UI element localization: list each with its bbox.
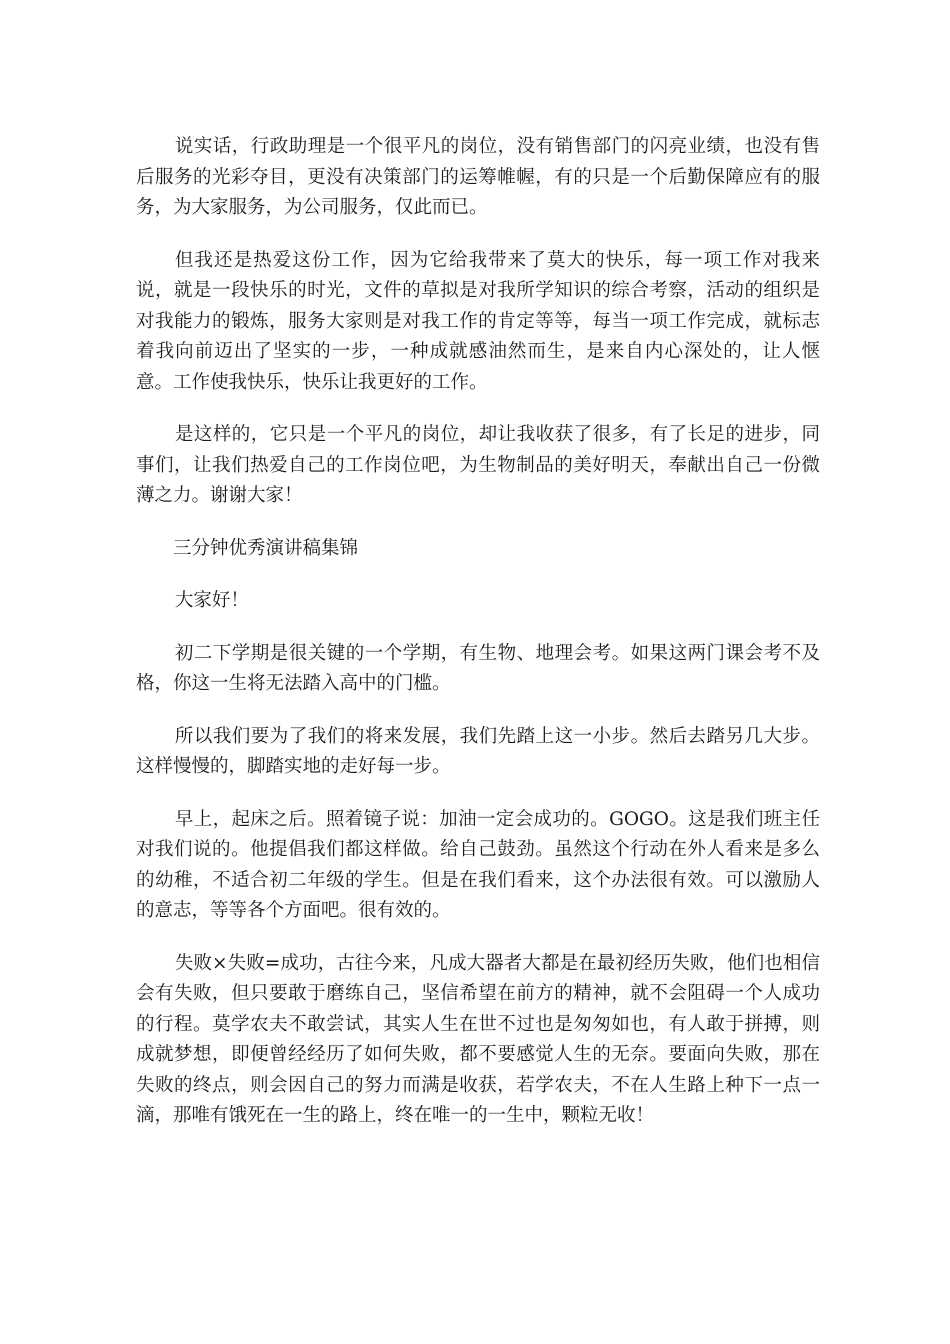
paragraph-key-semester: 初二下学期是很关键的一个学期，有生物、地理会考。如果这两门课会考不及格，你这一生将无法踏入高中的门槛。 — [136, 642, 820, 694]
section-title: 三分钟优秀演讲稿集锦 — [173, 537, 359, 559]
document-body — [136, 132, 820, 1154]
paragraph-greeting: 大家好！ — [174, 590, 249, 611]
paragraph-admin-assistant-intro: 说实话，行政助理是一个很平凡的岗位，没有销售部门的闪亮业绩，也没有售后服务的光彩夺目，更没有决策部门的运筹帷幄，有的只是一个后勤保障应有的服务，为大家服务，为公司服务，仅此而已。 — [136, 136, 820, 218]
paragraph-small-steps: 所以我们要为了我们的将来发展，我们先踏上这一小步。然后去踏另几大步。这样慢慢的，脚踏实地的走好每一步。 — [136, 725, 820, 777]
paragraph-morning-mirror: 早上，起床之后。照着镜子说：加油一定会成功的。GOGO。这是我们班主任对我们说的。他提倡我们都这样做。给自己鼓劲。虽然这个行动在外人看来是多么的幼稚，不适合初二年级的学生。但是在我们看来，这个办法很有效。可以激励人的意志，等等各个方面吧。很有效的。 — [136, 808, 820, 921]
paragraph-failure-success: 失败×失败=成功，古往今来，凡成大器者大都是在最初经历失败，他们也相信会有失败，但只要敢于磨练自己，坚信希望在前方的精神，就不会阻碍一个人成功的行程。莫学农夫不敢尝试，其实人生在世不过也是匆匆如也，有人敢于拼搏，则成就梦想，即便曾经经历了如何失败，都不要感觉人生的无奈。要面向失败，那在失败的终点，则会因自己的努力而满是收获，若学农夫，不在人生路上种下一点一滴，那唯有饿死在一生的路上，终在唯一的一生中，颗粒无收！ — [136, 952, 820, 1126]
paragraph-closing-thanks: 是这样的，它只是一个平凡的岗位，却让我收获了很多，有了长足的进步，同事们，让我们热爱自己的工作岗位吧，为生物制品的美好明天，奉献出自己一份微薄之力。谢谢大家！ — [136, 424, 820, 506]
paragraph-love-of-work: 但我还是热爱这份工作，因为它给我带来了莫大的快乐，每一项工作对我来说，就是一段快乐的时光，文件的草拟是对我所学知识的综合考察，活动的组织是对我能力的锻炼，服务大家则是对我工作的肯定等等，每当一项工作完成，就标志着我向前迈出了坚实的一步，一种成就感油然而生，是来自内心深处的，让人惬意。工作使我快乐，快乐让我更好的工作。 — [136, 249, 820, 393]
